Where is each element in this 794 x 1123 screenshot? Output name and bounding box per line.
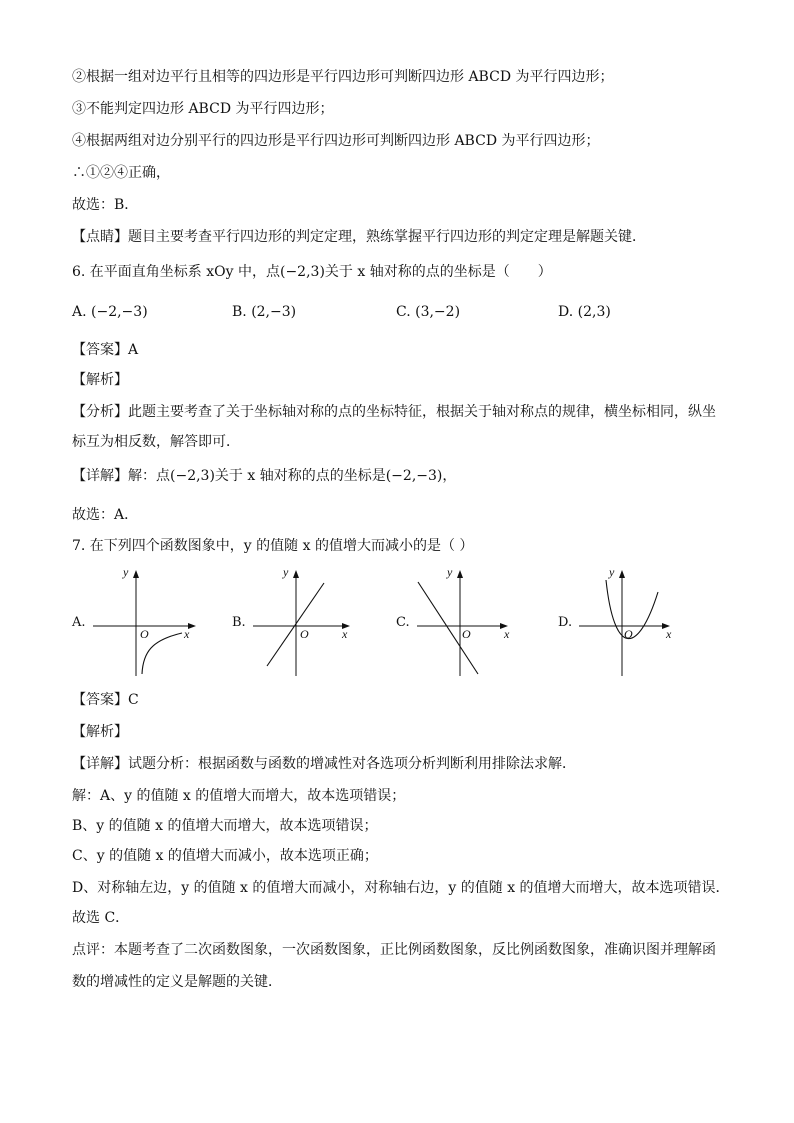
graph-a-origin-label: O [140,627,149,641]
graph-b-label: B. [232,615,246,630]
graph-d-origin-label: O [624,627,633,641]
q6-detail: 【详解】解：点(−2,3)关于 x 轴对称的点的坐标是(−2,−3)， [72,468,457,484]
graph-c [414,560,524,680]
q6-option-d: D. (2,3) [558,304,611,320]
graph-d [576,560,686,680]
graph-b-y-label: y [283,565,289,579]
q6-analysis-heading: 【解析】 [72,372,128,388]
comment-line-q5: 【点睛】题目主要考查平行四边形的判定定理，熟练掌握平行四边形的判定定理是解题关键． [72,229,646,245]
graph-a-x-label: x [184,627,190,641]
graph-d-label: D. [558,615,573,630]
q7-step-c: C、y 的值随 x 的值增大而减小，故本选项正确； [72,848,378,864]
q7-comment-line-2: 数的增减性的定义是解题的关键． [72,974,282,990]
q7-step-d: D、对称轴左边，y 的值随 x 的值增大而减小，对称轴右边，y 的值随 x 的值增大而增大，故本选项错误． [72,880,730,896]
solution-line-2: ②根据一组对边平行且相等的四边形是平行四边形可判断四边形 ABCD 为平行四边形； [72,69,614,85]
conclusion-line: ∴①②④正确， [72,165,170,181]
graph-a [90,560,200,680]
q6-option-b: B. (2,−3) [232,304,297,320]
q6-choice: 故选：A． [72,507,139,523]
graph-c-label: C. [396,615,410,630]
graph-d-y-label: y [609,565,615,579]
solution-line-4: ④根据两组对边分别平行的四边形是平行四边形可判断四边形 ABCD 为平行四边形； [72,133,600,149]
q6-option-c: C. (3,−2) [396,304,461,320]
graph-b [250,560,360,680]
graph-a-label: A. [72,615,86,630]
q6-analysis-line-2: 标互为相反数，解答即可． [72,434,240,450]
question-6: 6. 在平面直角坐标系 xOy 中，点(−2,3)关于 x 轴对称的点的坐标是（ ） [72,264,552,280]
graph-d-x-label: x [666,627,672,641]
q7-step-b: B、y 的值随 x 的值增大而增大，故本选项错误； [72,818,378,834]
q7-comment-line-1: 点评：本题考查了二次函数图象，一次函数图象，正比例函数图象，反比例函数图象，准确识图并理解函 [72,942,716,958]
graph-b-origin-label: O [300,627,309,641]
q7-answer: 【答案】C [72,692,139,708]
graph-c-x-label: x [504,627,510,641]
q7-choice: 故选 C． [72,910,130,926]
graph-c-y-label: y [447,565,453,579]
question-7: 7. 在下列四个函数图象中，y 的值随 x 的值增大而减小的是（ ） [72,538,474,554]
q6-answer: 【答案】A [72,342,139,358]
q6-analysis-line-1: 【分析】此题主要考查了关于坐标轴对称的点的坐标特征，根据关于轴对称点的规律，横坐标相同，纵坐 [72,404,716,420]
graph-c-origin-label: O [462,627,471,641]
graph-b-x-label: x [342,627,348,641]
q6-option-a: A. (−2,−3) [72,304,148,320]
graph-a-y-label: y [123,565,129,579]
q7-step-a: 解：A、y 的值随 x 的值增大而增大，故本选项错误； [72,788,406,804]
q7-analysis-heading: 【解析】 [72,724,128,740]
choice-line-q5: 故选：B． [72,197,139,213]
q7-detail: 【详解】试题分析：根据函数与函数的增减性对各选项分析判断利用排除法求解． [72,756,576,772]
solution-line-3: ③不能判定四边形 ABCD 为平行四边形； [72,101,334,117]
